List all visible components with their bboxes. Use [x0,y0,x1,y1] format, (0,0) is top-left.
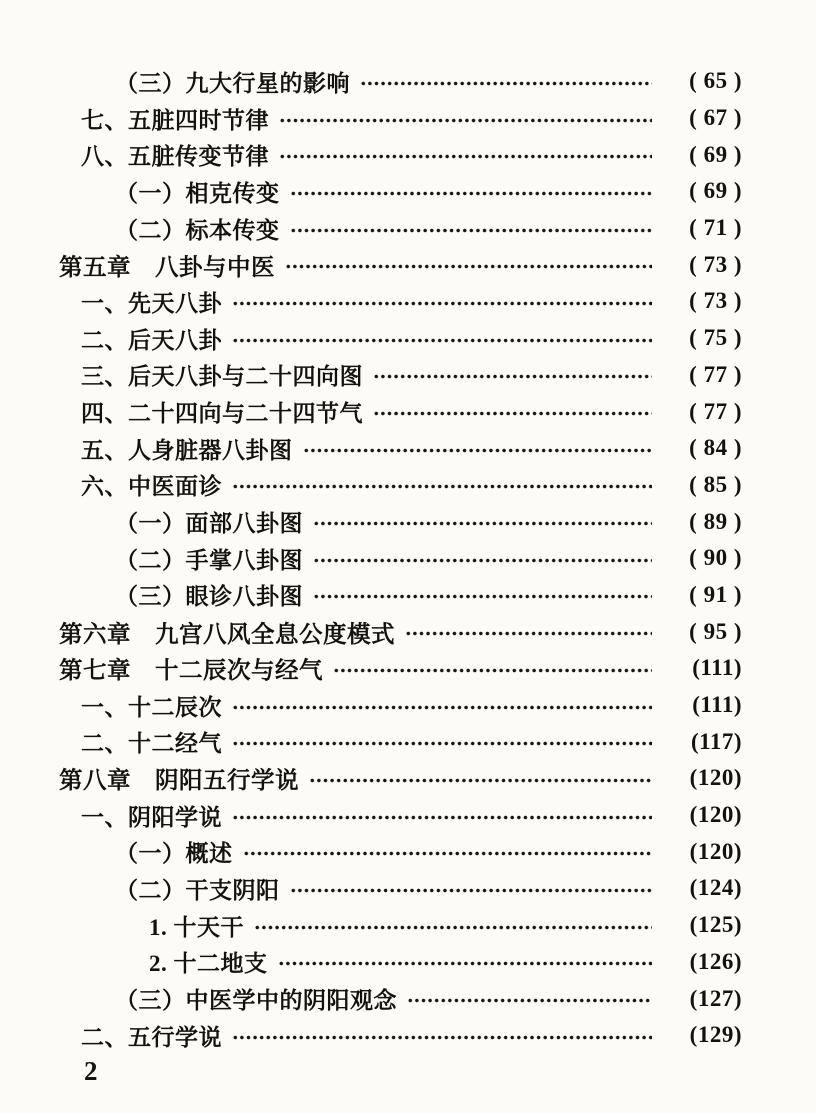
toc-item-label: 第七章 十二辰次与经气 [59,657,323,684]
dot-leader [232,741,652,746]
dot-leader [232,301,652,306]
toc-item-label: 一、阴阳学说 [81,804,222,830]
toc-item-page: ( 77 ) [689,361,742,387]
toc-row [59,760,742,797]
toc-row [59,944,742,981]
toc-item-page: ( 89 ) [689,508,742,534]
dot-leader [373,374,652,379]
toc-item-label: （二）标本传变 [115,217,280,243]
toc-item-page: (129) [689,1022,742,1048]
dot-leader [333,668,652,673]
toc-item-label: 四、二十四向与二十四节气 [81,401,363,427]
dot-leader [285,264,652,269]
toc-row [59,613,742,650]
toc-item-page: (120) [689,838,742,864]
toc-item-label: （二）干支阴阳 [115,877,280,903]
toc-row [59,687,742,724]
toc-item-page: ( 77 ) [689,398,742,424]
dot-leader [232,1035,652,1040]
toc-row [59,320,742,357]
dot-leader [232,484,652,489]
toc-row [59,430,742,467]
page-folio-number: 2 [84,1056,98,1086]
toc-item-page: ( 67 ) [689,105,742,131]
toc-row [59,357,742,394]
toc-row [59,797,742,834]
dot-leader [243,851,653,856]
dot-leader [303,448,653,453]
toc-row [59,246,742,283]
dot-leader [279,154,652,159]
toc-item-label: 八、五脏传变节律 [81,144,269,170]
toc-item-label: 七、五脏四时节律 [81,107,269,133]
toc-row [59,540,742,577]
toc-item-label: 一、先天八卦 [81,290,222,316]
dot-leader [232,338,652,343]
toc-item-page: (127) [689,985,742,1011]
toc-item-page: ( 85 ) [689,471,742,497]
toc-item-page: ( 95 ) [689,618,742,644]
dot-leader [405,631,652,636]
toc-row [59,833,742,870]
toc-item-label: 二、五行学说 [81,1024,222,1050]
toc-item-page: ( 73 ) [689,251,742,277]
toc-item-page: ( 73 ) [689,288,742,314]
dot-leader [254,925,652,930]
dot-leader [373,411,652,416]
toc-row [59,100,742,137]
toc-item-page: (124) [689,875,742,901]
toc-item-label: 一、十二辰次 [81,694,222,720]
toc-row [59,136,742,173]
toc-item-page: (125) [689,912,742,938]
toc-item-page: ( 71 ) [689,215,742,241]
toc-item-page: ( 75 ) [689,325,742,351]
toc-item-label: 二、十二经气 [81,731,222,757]
dot-leader [313,558,652,563]
toc-row [59,393,742,430]
toc-item-label: （一）面部八卦图 [115,511,303,537]
toc-item-label: 1. 十天干 [149,914,244,940]
dot-leader [360,81,652,86]
toc-row [59,173,742,210]
toc-item-page: (120) [689,765,742,791]
toc-item-page: (111) [692,692,742,718]
toc-row [59,210,742,247]
toc-row [59,283,742,320]
toc-item-label: （一）概述 [115,841,233,867]
toc-item-label: 第六章 九宫八风全息公度模式 [59,620,395,647]
toc-row [59,980,742,1017]
toc-item-page: (111) [692,655,742,681]
toc-item-label: 第八章 阴阳五行学说 [59,767,299,794]
dot-leader [232,705,652,710]
toc-item-label: （三）眼诊八卦图 [115,584,303,610]
toc-row [59,467,742,504]
toc-item-label: （二）手掌八卦图 [115,547,303,573]
toc-row [59,63,742,100]
toc-item-label: 第五章 八卦与中医 [59,253,275,280]
toc-row [59,907,742,944]
toc-row [59,650,742,687]
toc-row [59,503,742,540]
toc-row [59,870,742,907]
toc-item-page: ( 91 ) [689,581,742,607]
toc-item-label: （一）相克传变 [115,180,280,206]
dot-leader [232,815,652,820]
dot-leader [313,521,652,526]
dot-leader [279,118,652,123]
toc-item-page: (120) [689,802,742,828]
dot-leader [290,191,653,196]
toc-row [59,723,742,760]
dot-leader [290,888,653,893]
toc-item-page: (126) [689,948,742,974]
toc-row [59,577,742,614]
toc-item-page: ( 69 ) [689,178,742,204]
dot-leader [309,778,652,783]
toc-item-label: 二、后天八卦 [81,327,222,353]
toc-item-label: 六、中医面诊 [81,474,222,500]
toc-item-page: ( 84 ) [689,435,742,461]
toc-item-page: ( 65 ) [689,68,742,94]
toc-row [59,1017,742,1054]
toc-item-label: 2. 十二地支 [149,951,268,977]
dot-leader [278,961,653,966]
toc-item-page: ( 90 ) [689,545,742,571]
toc-item-page: (117) [690,728,742,754]
toc-item-label: 五、人身脏器八卦图 [81,437,293,463]
toc-item-label: 三、后天八卦与二十四向图 [81,364,363,390]
toc-item-label: （三）九大行星的影响 [115,70,350,96]
dot-leader [313,594,652,599]
toc-item-label: （三）中医学中的阴阳观念 [115,988,397,1014]
table-of-contents [59,63,742,1054]
dot-leader [290,228,653,233]
dot-leader [407,998,652,1003]
toc-item-page: ( 69 ) [689,141,742,167]
